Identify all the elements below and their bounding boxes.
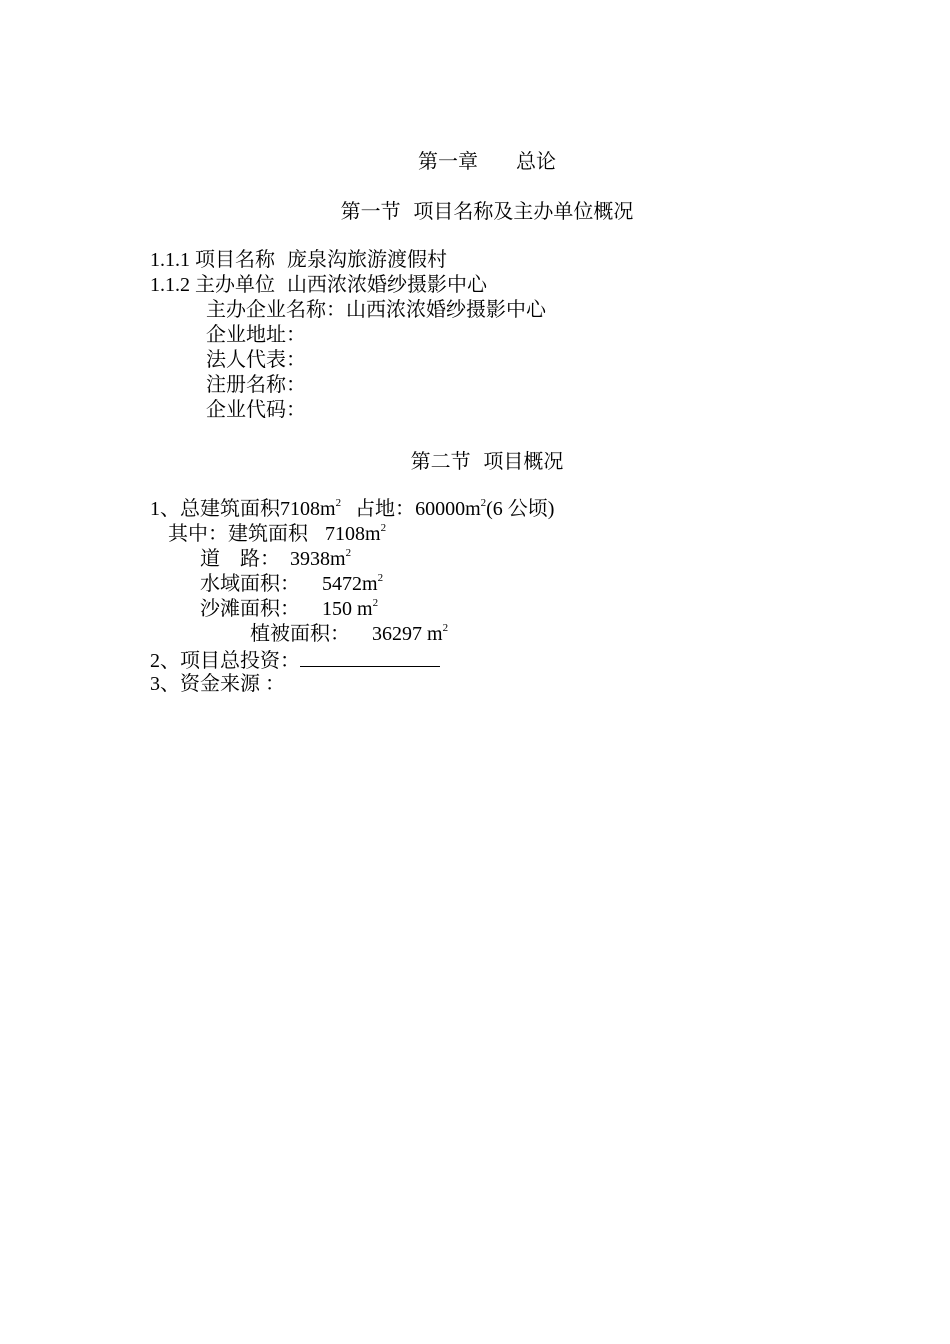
unit-superscript: 2 (345, 547, 352, 559)
field-label: 企业代码： (206, 399, 306, 421)
breakdown-line-beach (200, 597, 378, 622)
total-area-line (150, 497, 554, 522)
site-label: 占地： (355, 498, 416, 520)
field-line-legal-rep (206, 348, 306, 373)
section2-heading: 第二节 项目概况 (410, 449, 564, 473)
breakdown-label: 植被面积： (250, 623, 350, 645)
field-line-company-code (206, 398, 306, 423)
breakdown-value: 36297 m (372, 623, 443, 645)
investment-label: 2、项目总投资： (150, 650, 300, 672)
breakdown-label: 建筑面积 (228, 523, 308, 545)
field-label: 注册名称： (206, 374, 306, 396)
breakdown-prefix: 其中： (168, 523, 228, 545)
breakdown-line-water (200, 572, 383, 597)
field-value: 山西浓浓婚纱摄影中心 (346, 299, 546, 321)
sponsor-line (150, 273, 487, 298)
field-line-address (206, 323, 306, 348)
total-area-label: 1、总建筑面积 (150, 498, 280, 520)
unit-superscript: 2 (442, 622, 449, 634)
chapter-number: 第一章 (418, 149, 478, 173)
breakdown-value: 5472m (322, 573, 378, 595)
breakdown-label: 水域面积： (200, 573, 300, 595)
breakdown-value: 7108m (325, 523, 381, 545)
section1-heading: 第一节 项目名称及主办单位概况 (340, 199, 634, 223)
breakdown-label: 道 路： (200, 548, 280, 570)
funding-line (150, 672, 285, 697)
chapter-title: 总论 (516, 149, 556, 173)
investment-blank-underline (300, 647, 440, 667)
breakdown-value: 3938m (290, 548, 346, 570)
field-label: 主办企业名称： (206, 299, 346, 321)
field-label: 法人代表： (206, 349, 306, 371)
field-line-registered-name (206, 373, 306, 398)
sponsor-label: 1.1.2 主办单位 (150, 274, 275, 296)
breakdown-value: 150 m (322, 598, 373, 620)
unit-superscript: 2 (335, 497, 342, 509)
project-name-line (150, 248, 447, 273)
breakdown-line-road (200, 547, 351, 572)
site-note: (6 公顷) (486, 498, 555, 520)
unit-superscript: 2 (372, 597, 379, 609)
investment-line (150, 647, 440, 672)
unit-superscript: 2 (380, 522, 387, 534)
unit-superscript: 2 (377, 572, 384, 584)
project-name-label: 1.1.1 项目名称 (150, 249, 275, 271)
site-value: 60000m (415, 498, 481, 520)
breakdown-line-vegetation (250, 622, 448, 647)
unit-superscript: 2 (480, 497, 487, 509)
field-line-company-name (206, 298, 546, 323)
sponsor-value: 山西浓浓婚纱摄影中心 (287, 274, 487, 296)
project-name-value: 庞泉沟旅游渡假村 (287, 249, 447, 271)
breakdown-label: 沙滩面积： (200, 598, 300, 620)
field-label: 企业地址： (206, 324, 306, 346)
funding-label: 3、资金来源 ： (150, 673, 285, 695)
breakdown-line-building (168, 522, 386, 547)
chapter-heading (0, 148, 950, 174)
total-area-value: 7108m (280, 498, 336, 520)
